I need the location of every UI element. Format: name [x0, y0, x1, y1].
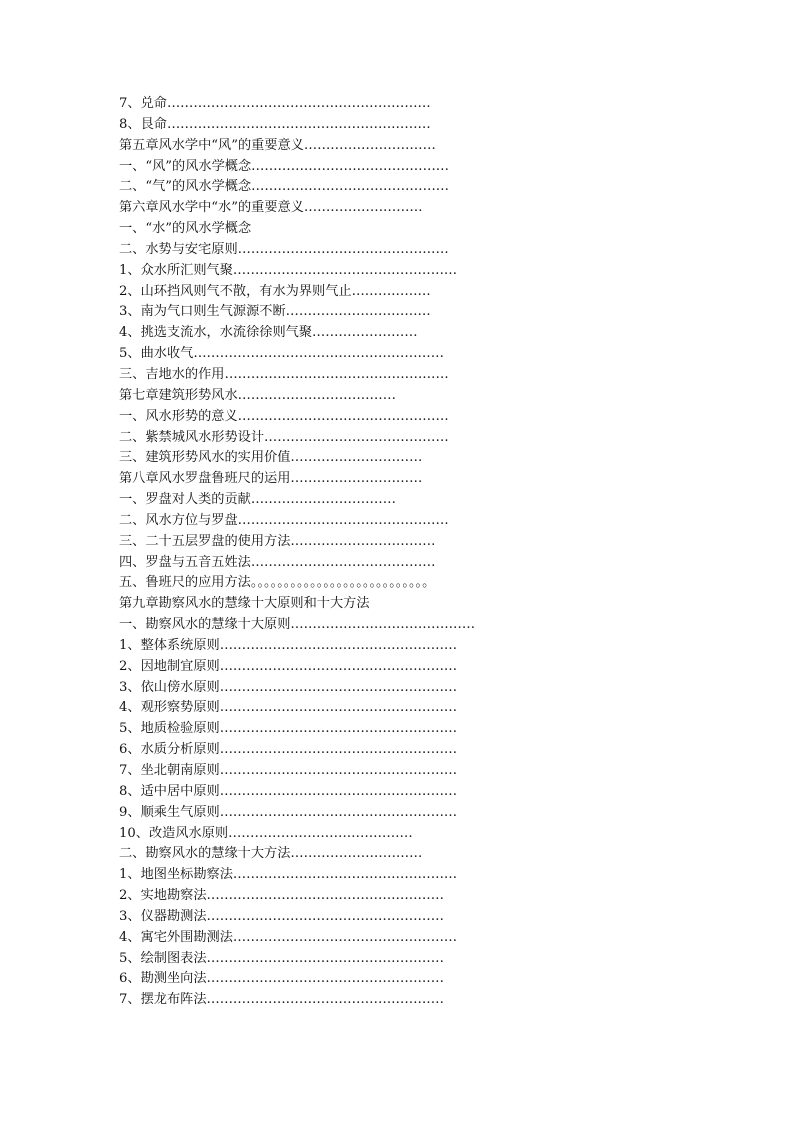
toc-entry: 7、摆龙布阵法……………………………………………… — [119, 992, 444, 1008]
toc-entry: 2、因地制宜原则……………………………………………… — [119, 658, 458, 674]
toc-entry: 3、依山傍水原则……………………………………………… — [119, 679, 458, 695]
toc-entry: 二、水势与安宅原则………………………………………… — [119, 241, 449, 257]
toc-entry: 6、水质分析原则……………………………………………… — [119, 742, 458, 758]
toc-entry: 第七章建筑形势风水……………………………… — [119, 387, 396, 403]
toc-entry: 一、“水”的风水学概念 — [119, 221, 252, 237]
toc-entry: 二、勘察风水的慧缘十大方法………………………… — [119, 846, 423, 862]
toc-entry: 二、风水方位与罗盘………………………………………… — [119, 512, 449, 528]
toc-entry: 1、地图坐标勘察法…………………………………………… — [119, 867, 458, 883]
toc-entry: 3、仪器勘测法……………………………………………… — [119, 908, 444, 924]
toc-entry: 一、“风”的风水学概念……………………………………… — [119, 158, 449, 174]
toc-entry: 1、整体系统原则……………………………………………… — [119, 637, 458, 653]
toc-entry: 第八章风水罗盘鲁班尺的运用………………………… — [119, 471, 423, 487]
toc-entry: 第五章风水学中“风”的重要意义………………………… — [119, 137, 436, 153]
toc-entry: 二、紫禁城风水形势设计…………………………………… — [119, 429, 449, 445]
toc-entry: 第六章风水学中“水”的重要意义……………………… — [119, 200, 423, 216]
toc-entry: 三、二十五层罗盘的使用方法…………………………… — [119, 533, 436, 549]
toc-entry: 4、寓宅外围勘测法…………………………………………… — [119, 929, 458, 945]
toc-entry: 第九章勘察风水的慧缘十大原则和十大方法 — [119, 596, 370, 612]
toc-entry: 4、挑选支流水，水流徐徐则气聚…………………… — [119, 325, 418, 341]
toc-entry: 5、绘制图表法……………………………………………… — [119, 950, 444, 966]
toc-entry: 4、观形察势原则……………………………………………… — [119, 700, 458, 716]
toc-entry: 一、风水形势的意义………………………………………… — [119, 408, 449, 424]
toc-entry: 7、兑命…………………………………………………… — [119, 96, 431, 111]
toc-entry: 1、众水所汇则气聚…………………………………………… — [119, 262, 458, 278]
toc-entry: 一、罗盘对人类的贡献…………………………… — [119, 492, 396, 508]
toc-entry: 三、建筑形势风水的实用价值………………………… — [119, 450, 423, 466]
toc-entry: 8、艮命…………………………………………………… — [119, 116, 431, 132]
toc-entry: 二、“气”的风水学概念……………………………………… — [119, 179, 449, 195]
table-of-contents — [119, 94, 519, 1011]
toc-entry: 2、实地勘察法……………………………………………… — [119, 888, 444, 904]
toc-entry: 5、地质检验原则……………………………………………… — [119, 721, 458, 737]
toc-entry: 三、吉地水的作用…………………………………………… — [119, 366, 449, 382]
toc-entry: 四、罗盘与五音五姓法…………………………………… — [119, 554, 436, 570]
toc-entry: 五、鲁班尺的应用方法。。。。。。。。。。。。。。。。。。。。。。。。。。。 — [119, 575, 436, 591]
toc-entry: 一、勘察风水的慧缘十大原则…………………………………… — [119, 617, 476, 633]
toc-entry: 9、顺乘生气原则……………………………………………… — [119, 804, 458, 820]
toc-entry: 5、曲水收气………………………………………………… — [119, 346, 444, 362]
toc-entry: 2、山环挡风则气不散，有水为界则气止……………… — [119, 283, 431, 299]
toc-entry: 10、改造风水原则…………………………………… — [119, 825, 413, 841]
toc-entry: 3、南为气口则生气源源不断…………………………… — [119, 304, 431, 320]
toc-entry: 7、坐北朝南原则……………………………………………… — [119, 763, 458, 778]
toc-entry: 8、适中居中原则……………………………………………… — [119, 783, 458, 799]
toc-entry: 6、勘测坐向法……………………………………………… — [119, 971, 444, 987]
